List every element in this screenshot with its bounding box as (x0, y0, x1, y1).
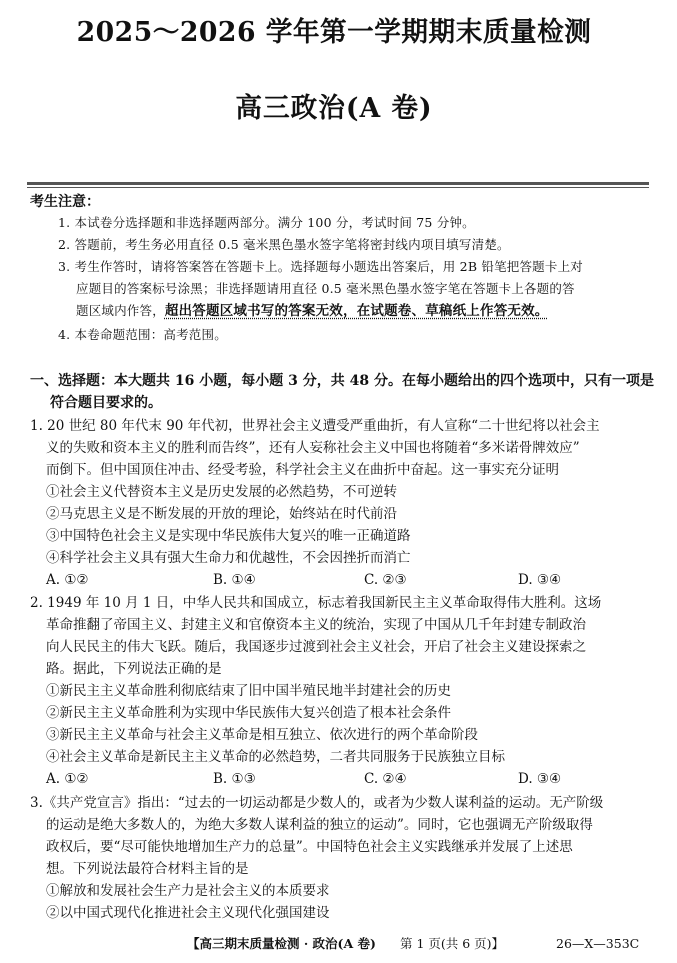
footer-page-number: 第 1 页(共 6 页)】 (400, 936, 505, 951)
q3-stem-line-2: 的运动是绝大多数人的，为绝大多数人谋利益的独立的运动”。同时，它也强调无产阶级取得 (46, 817, 593, 833)
q1-option-a: A. ①② (46, 572, 89, 588)
note-2: 2. 答题前，考生务必用直径 0.5 毫米黑色墨水签字笔将密封线内项目填写清楚。 (58, 237, 510, 252)
q2-stem-line-2: 革命推翻了帝国主义、封建主义和官僚资本主义的统治，实现了中国从几千年封建专制政治 (46, 617, 586, 633)
q1-option-d: D. ③④ (518, 572, 562, 588)
note-3-line-3 (76, 301, 549, 321)
q2-stem-line-1: 2. 1949 年 10 月 1 日，中华人民共和国成立，标志着我国新民主主义革命取得伟大胜利。这场 (30, 595, 602, 611)
note-4: 4. 本卷命题范围：高考范围。 (58, 327, 227, 342)
q2-option-b: B. ①③ (213, 771, 256, 787)
q1-stem-line-3: 而倒下。但中国顶住冲击、经受考验，科学社会主义在曲折中奋起。这一事实充分证明 (46, 462, 559, 478)
divider-thick (27, 182, 649, 185)
q2-option-c: C. ②④ (364, 771, 407, 787)
q1-stem-line-1: 1. 20 世纪 80 年代末 90 年代初，世界社会主义遭受严重曲折，有人宣称“二十世纪将以社会主 (30, 418, 600, 434)
q2-statement-4: ④社会主义革命是新民主主义革命的必然趋势，二者共同服务于民族独立目标 (46, 749, 505, 765)
q1-stem-line-2: 义的失败和资本主义的胜利而告终”，还有人妄称社会主义中国也将随着“多米诺骨牌效应” (46, 440, 580, 456)
q1-option-b: B. ①④ (213, 572, 256, 588)
divider-thin (27, 187, 649, 188)
section-heading-line-2: 符合题目要求的。 (50, 395, 162, 411)
exam-title: 2025～2026 学年第一学期期末质量检测 (76, 17, 592, 48)
q2-statement-2: ②新民主主义革命胜利为实现中华民族伟大复兴创造了根本社会条件 (46, 705, 451, 721)
q2-statement-1: ①新民主主义革命胜利彻底结束了旧中国半殖民地半封建社会的历史 (46, 683, 451, 699)
q2-option-a: A. ①② (46, 771, 89, 787)
q3-stem-line-4: 想。下列说法最符合材料主旨的是 (46, 861, 249, 877)
footer-exam-text: 【高三期末质量检测 · 政治(A 卷) (187, 936, 376, 951)
note-3-plain-text: 题区域内作答， (76, 303, 165, 318)
q2-option-d: D. ③④ (518, 771, 562, 787)
exam-subtitle: 高三政治(A 卷) (235, 93, 433, 124)
q1-option-c: C. ②③ (364, 572, 407, 588)
section-heading-line-1: 一、选择题：本大题共 16 小题，每小题 3 分，共 48 分。在每小题给出的四个选项中，只有一项是 (30, 373, 654, 389)
note-1: 1. 本试卷分选择题和非选择题两部分。满分 100 分，考试时间 75 分钟。 (58, 215, 475, 230)
note-3-emphasis: 超出答题区域书写的答案无效，在试题卷、草稿纸上作答无效。 (164, 303, 549, 319)
footer-code: 26—X—353C (556, 936, 640, 951)
q2-statement-3: ③新民主主义革命与社会主义革命是相互独立、依次进行的两个革命阶段 (46, 727, 478, 743)
q3-stem-line-3: 政权后，要“尽可能快地增加生产力的总量”。中国特色社会主义实践继承并发展了上述思 (46, 839, 573, 855)
q2-stem-line-3: 向人民民主的伟大飞跃。随后，我国逐步过渡到社会主义社会，开启了社会主义建设探索之 (46, 639, 586, 655)
footer-exam-label (187, 934, 376, 954)
q1-statement-3: ③中国特色社会主义是实现中华民族伟大复兴的唯一正确道路 (46, 528, 411, 544)
q1-statement-2: ②马克思主义是不断发展的开放的理论，始终站在时代前沿 (46, 506, 397, 522)
q1-statement-1: ①社会主义代替资本主义是历史发展的必然趋势，不可逆转 (46, 484, 397, 500)
q1-statement-4: ④科学社会主义具有强大生命力和优越性，不会因挫折而消亡 (46, 550, 411, 566)
q2-stem-line-4: 路。据此，下列说法正确的是 (46, 661, 222, 677)
note-3-line-2: 应题目的答案标号涂黑；非选择题请用直径 0.5 毫米黑色墨水签字笔在答题卡上各题的答 (76, 281, 575, 296)
notes-heading: 考生注意： (30, 194, 100, 210)
note-3-line-1: 3. 考生作答时，请将答案答在答题卡上。选择题每小题选出答案后，用 2B 铅笔把答题卡上对 (58, 259, 583, 274)
q3-stem-line-1: 3.《共产党宣言》指出：“过去的一切运动都是少数人的，或者为少数人谋利益的运动。无产阶级 (30, 795, 604, 811)
q3-statement-1: ①解放和发展社会生产力是社会主义的本质要求 (46, 883, 330, 899)
q3-statement-2: ②以中国式现代化推进社会主义现代化强国建设 (46, 905, 330, 921)
